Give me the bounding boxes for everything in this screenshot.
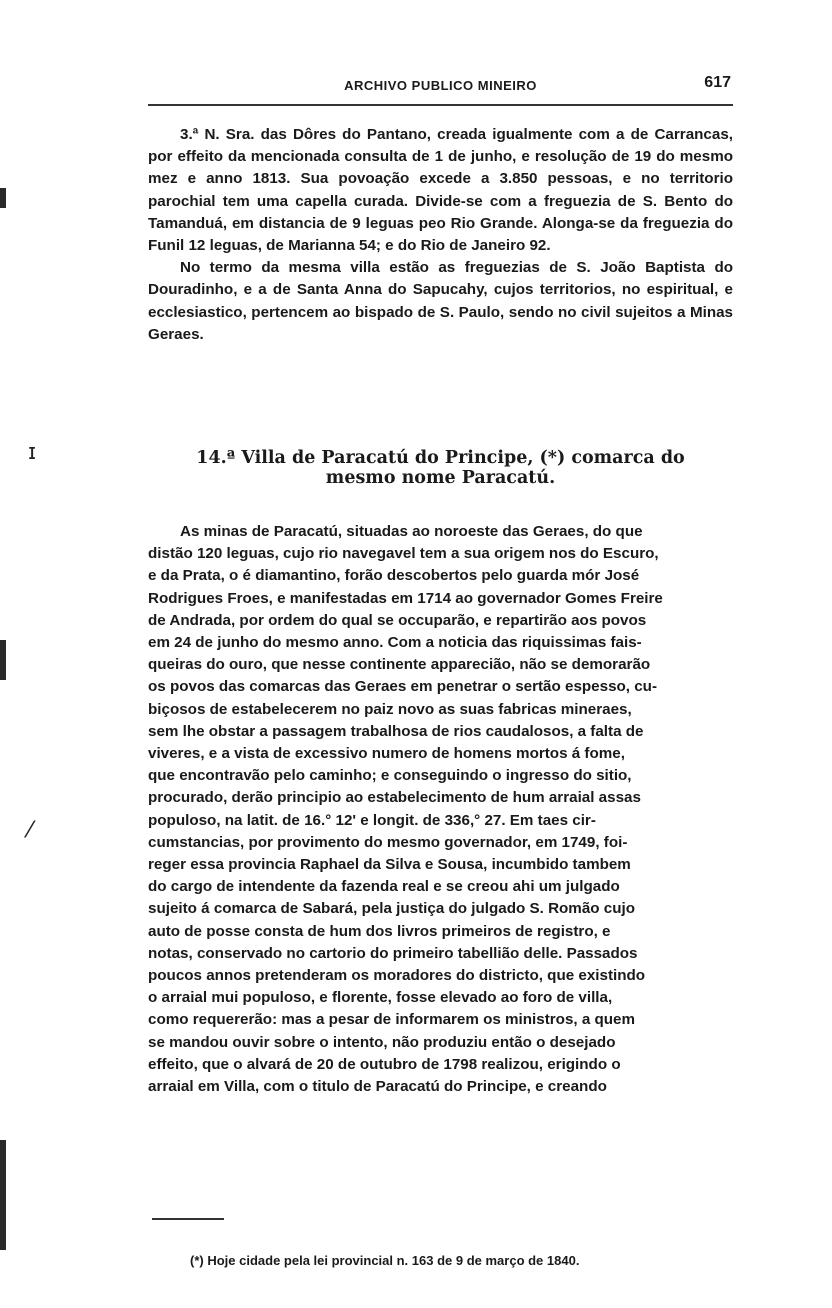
text-line: e da Prata, o é diamantino, forão descobertos pelo guarda mór José (148, 567, 640, 585)
text-line: se mandou ouvir sobre o intento, não produziu então o desejado (148, 1033, 616, 1051)
text-line: de Andrada, por ordem do qual se occuparão, e repartirão aos povos (148, 611, 647, 629)
text-line: auto de posse consta de hum dos livros primeiros de registro, e (148, 922, 611, 940)
scan-edge-mark (0, 188, 6, 208)
text-line: do cargo de intendente da fazenda real e se creou ahi um julgado (148, 878, 620, 896)
text-line: procurado, derão principio ao estabelecimento de hum arraial assas (148, 789, 641, 807)
body-block-1 (148, 124, 733, 346)
text-line: notas, conservado no cartorio do primeiro tabellião delle. Passados (148, 944, 638, 962)
section-heading (148, 448, 733, 488)
margin-pencil-mark: ɪ (28, 440, 37, 465)
text-line: distão 120 leguas, cujo rio navegavel tem a sua origem nos do Escuro, (148, 545, 659, 563)
text-line: populoso, na latit. de 16.° 12' e longit. de 336,° 27. Em taes cir- (148, 811, 596, 829)
text-line: arraial em Villa, com o titulo de Paracatú do Principe, e creando (148, 1078, 607, 1096)
text-line: effeito, que o alvará de 20 de outubro de 1798 realizou, erigindo o (148, 1055, 621, 1073)
paragraph-2: No termo da mesma villa estão as freguezias de S. João Baptista do Douradinho, e a de Santa Anna do Sapucahy, cujos territorios, no espiritual, e ecclesiastico, pertencem ao bispado de S. Paulo, sendo no civil sujeitos a Minas Geraes. (148, 259, 733, 343)
paragraph-1: 3.ª N. Sra. das Dôres do Pantano, creada igualmente com a de Carrancas, por effeito da mencionada consulta de 1 de junho, e resolução de 19 do mesmo mez e anno 1813. Sua povoação excede a 3.850 pessoas, e no territorio parochial tem uma capella curada. Divide-se com a freguezia de S. Bento do Tamanduá, em distancia de 9 leguas peo Rio Grande. Alonga-se da freguezia do Funil 12 leguas, de Marianna 54; e do Rio de Janeiro 92. (148, 126, 733, 255)
text-line: poucos annos pretenderam os moradores do districto, que existindo (148, 967, 646, 985)
text-line: como requererão: mas a pesar de informarem os ministros, a quem (148, 1011, 636, 1029)
text-line: o arraial mui populoso, e florente, fosse elevado ao foro de villa, (148, 989, 613, 1007)
text-line: Rodrigues Froes, e manifestadas em 1714 ao governador Gomes Freire (148, 589, 663, 607)
section-heading-line-1: 14.ª Villa de Paracatú do Principe, (*) comarca do (196, 448, 685, 468)
text-line: queiras do ouro, que nesse continente apparecião, não se demorarão (148, 656, 651, 674)
running-title: ARCHIVO PUBLICO MINEIRO (344, 78, 537, 93)
text-line: sujeito á comarca de Sabará, pela justiça do julgado S. Romão cujo (148, 900, 635, 918)
running-head (148, 74, 733, 100)
section-heading-line-2: mesmo nome Paracatú. (325, 468, 556, 488)
text-line: cumstancias, por provimento do mesmo governador, em 1749, foi- (148, 833, 628, 851)
margin-pencil-mark: ⁄ (28, 818, 32, 843)
text-line: que encontravão pelo caminho; e conseguindo o ingresso do sitio, (148, 767, 632, 785)
text-line: biçosos de estabelecerem no paiz novo as suas fabricas mineraes, (148, 700, 632, 718)
text-line: As minas de Paracatú, situadas ao noroeste das Geraes, do que (180, 523, 643, 540)
text-line: sem lhe obstar a passagem trabalhosa de rios caudalosos, a falta de (148, 722, 644, 740)
page-number: 617 (704, 74, 731, 91)
body-block-2 (148, 521, 733, 1098)
text-line: em 24 de junho do mesmo anno. Com a noticia das riquissimas fais- (148, 634, 642, 652)
text-line: reger essa provincia Raphael da Silva e Sousa, incumbido tambem (148, 856, 631, 874)
footnote: (*) Hoje cidade pela lei provincial n. 163 de 9 de março de 1840. (190, 1253, 580, 1268)
text-line: os povos das comarcas das Geraes em penetrar o sertão espesso, cu- (148, 678, 658, 696)
footnote-rule (152, 1218, 224, 1220)
header-rule (148, 104, 733, 106)
scan-edge-mark (0, 1140, 6, 1250)
text-line: viveres, e a vista de excessivo numero de homens mortos á fome, (148, 745, 625, 763)
scan-edge-mark (0, 640, 6, 680)
